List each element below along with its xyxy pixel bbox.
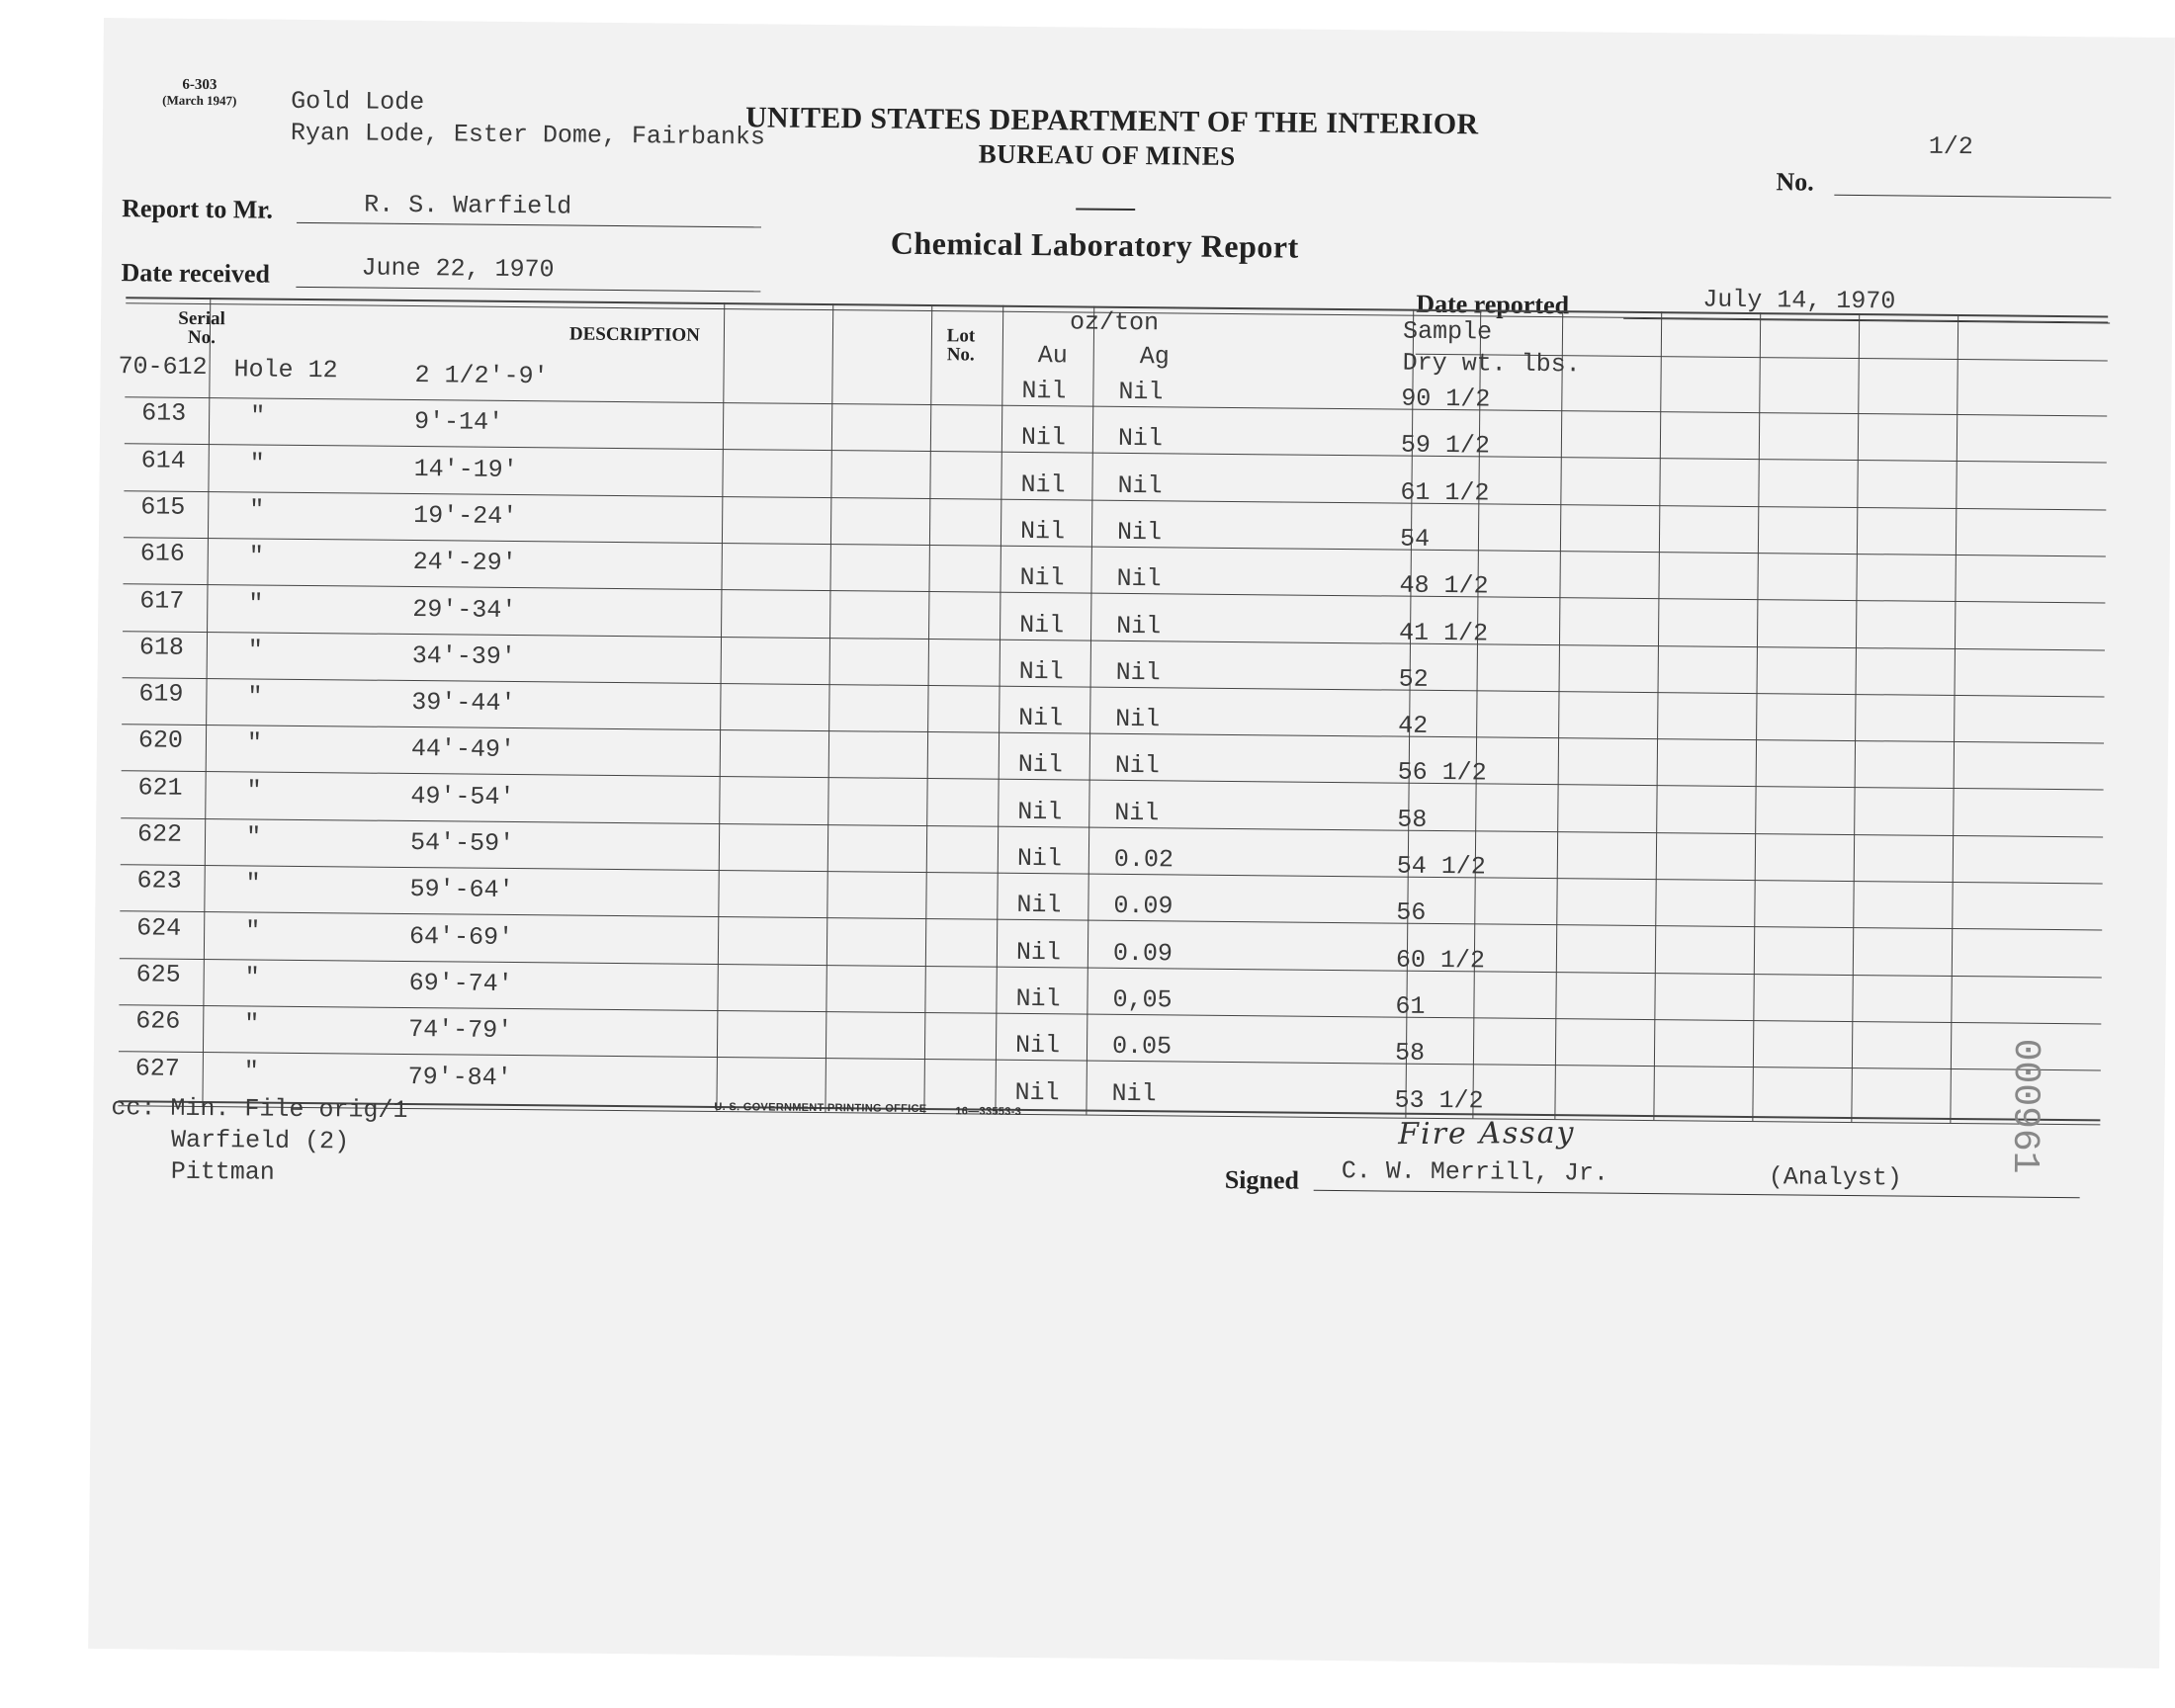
row-ag-value: Nil <box>1114 798 1160 827</box>
row-au-value: Nil <box>1020 423 1067 453</box>
report-to-label: Report to Mr. <box>122 194 274 224</box>
signed-label: Signed <box>1224 1164 1300 1195</box>
date-reported-label: Date reported <box>1416 289 1570 320</box>
row-au-value: Nil <box>1015 937 1062 967</box>
row-hole: " <box>246 776 262 806</box>
department-title: UNITED STATES DEPARTMENT OF THE INTERIOR <box>744 101 1479 141</box>
signed-role: (Analyst) <box>1768 1162 1902 1193</box>
row-serial: 622 <box>136 819 183 849</box>
column-dry-weight-header: Dry wt. lbs. <box>1402 348 1581 380</box>
table-column-rule <box>995 305 1003 1113</box>
row-dry-weight: 58 <box>1394 1038 1426 1068</box>
row-hole: " <box>244 963 260 992</box>
row-dry-weight: 61 <box>1395 991 1426 1021</box>
table-column-rule <box>825 303 833 1111</box>
row-ag-value: 0,05 <box>1112 984 1173 1015</box>
row-au-value: Nil <box>1018 704 1064 733</box>
row-serial: 70-612 <box>118 352 208 383</box>
row-dry-weight: 53 1/2 <box>1394 1085 1484 1115</box>
row-hole: " <box>249 495 265 525</box>
row-interval: 9'-14' <box>413 407 504 438</box>
row-hole: " <box>245 822 262 852</box>
row-dry-weight: 90 1/2 <box>1401 384 1491 414</box>
printing-code: 16—33553-3 <box>955 1105 1022 1118</box>
row-dry-weight: 54 1/2 <box>1396 851 1486 882</box>
row-au-value: Nil <box>1020 470 1066 499</box>
row-dry-weight: 52 <box>1398 664 1429 694</box>
row-hole: " <box>246 728 263 758</box>
row-interval: 49'-54' <box>410 781 515 811</box>
row-au-value: Nil <box>1019 610 1065 640</box>
row-au-value: Nil <box>1016 843 1063 874</box>
table-column-rule <box>1752 312 1761 1120</box>
row-hole: " <box>243 1056 259 1086</box>
row-interval: 59'-64' <box>409 875 514 905</box>
form-date: (March 1947) <box>162 92 237 109</box>
row-interval: 39'-44' <box>411 688 516 719</box>
table-column-rule <box>923 304 932 1112</box>
signed-name: C. W. Merrill, Jr. <box>1341 1156 1610 1188</box>
date-reported-value: July 14, 1970 <box>1702 285 1896 316</box>
row-ag-value: Nil <box>1116 611 1162 640</box>
row-hole: " <box>247 636 264 665</box>
row-ag-value: Nil <box>1116 517 1163 548</box>
row-au-value: Nil <box>1015 983 1061 1014</box>
row-dry-weight: 61 1/2 <box>1400 477 1490 508</box>
results-table <box>88 18 2175 1668</box>
table-column-rule <box>1851 313 1860 1121</box>
row-serial: 618 <box>138 633 185 662</box>
document-stamp-number: 000961 <box>2002 1038 2047 1174</box>
row-interval: 64'-69' <box>408 921 514 952</box>
row-dry-weight: 54 <box>1399 524 1431 554</box>
no-label: No. <box>1776 167 1814 197</box>
row-serial: 625 <box>135 960 181 989</box>
row-serial: 621 <box>137 773 183 803</box>
row-interval: 44'-49' <box>410 734 516 765</box>
table-bottom-rule <box>118 1100 2100 1121</box>
row-ag-value: Nil <box>1117 424 1164 454</box>
row-ag-value: Nil <box>1117 470 1163 500</box>
column-description-header: DESCRIPTION <box>568 323 701 346</box>
row-hole: " <box>248 542 264 571</box>
row-au-value: Nil <box>1014 1031 1061 1061</box>
row-hole: " <box>245 869 261 898</box>
table-column-rule <box>716 302 725 1110</box>
printing-office: U. S. GOVERNMENT PRINTING OFFICE <box>714 1100 927 1116</box>
row-serial: 626 <box>135 1006 181 1036</box>
form-number: 6-303 <box>182 76 218 94</box>
property-line-2: Ryan Lode, Ester Dome, Fairbanks <box>290 118 766 152</box>
row-au-value: Nil <box>1014 1077 1060 1107</box>
row-ag-value: Nil <box>1111 1078 1157 1108</box>
row-ag-value: 0.05 <box>1111 1032 1173 1062</box>
row-interval: 19'-24' <box>413 500 518 531</box>
row-dry-weight: 56 <box>1396 897 1427 928</box>
row-interval: 2 1/2'-9' <box>414 361 549 391</box>
table-column-rule <box>1950 314 1958 1122</box>
table-bottom-rule-inner <box>118 1105 2100 1125</box>
row-serial: 619 <box>138 679 184 709</box>
row-dry-weight: 59 1/2 <box>1400 430 1491 461</box>
row-au-value: Nil <box>1021 376 1067 406</box>
row-dry-weight: 58 <box>1397 805 1428 834</box>
report-title: Chemical Laboratory Report <box>890 224 1299 265</box>
row-serial: 624 <box>136 912 182 943</box>
fire-assay-note: Fire Assay <box>1398 1115 1576 1153</box>
bureau-title: BUREAU OF MINES <box>978 138 1236 171</box>
row-interval: 79'-84' <box>407 1062 512 1092</box>
row-serial: 617 <box>139 585 185 616</box>
report-to-value: R. S. Warfield <box>364 190 572 221</box>
row-hole: " <box>245 916 261 946</box>
row-au-value: Nil <box>1018 656 1064 687</box>
row-hole: " <box>249 401 266 431</box>
column-au-header: Au <box>1037 341 1068 371</box>
row-dry-weight: 56 1/2 <box>1397 757 1487 788</box>
row-au-value: Nil <box>1019 516 1066 547</box>
row-hole: " <box>247 682 263 712</box>
row-hole: " <box>249 449 265 478</box>
page-number: 1/2 <box>1928 131 1973 162</box>
column-serial-header: Serial No. <box>178 307 225 349</box>
column-lot-header: Lot No. <box>946 325 976 366</box>
row-ag-value: 0.09 <box>1112 938 1174 969</box>
row-ag-value: Nil <box>1115 657 1161 688</box>
row-au-value: Nil <box>1016 891 1062 920</box>
row-serial: 620 <box>137 726 184 756</box>
row-hole: Hole 12 <box>233 355 338 385</box>
date-received-value: June 22, 1970 <box>361 253 555 285</box>
row-interval: 54'-59' <box>409 828 515 859</box>
table-column-rule <box>1086 306 1094 1114</box>
row-serial: 627 <box>134 1053 180 1083</box>
column-ag-header: Ag <box>1139 342 1170 372</box>
row-interval: 74'-79' <box>408 1015 513 1046</box>
row-interval: 69'-74' <box>408 968 513 998</box>
column-sample-header: Sample <box>1402 316 1493 347</box>
table-column-rule <box>1554 310 1563 1118</box>
row-interval: 24'-29' <box>412 548 517 578</box>
row-dry-weight: 42 <box>1398 711 1429 740</box>
property-line-1: Gold Lode <box>291 86 425 118</box>
row-serial: 616 <box>139 539 185 568</box>
row-au-value: Nil <box>1019 563 1065 593</box>
column-oz-ton-header: oz/ton <box>1069 307 1160 338</box>
report-sheet <box>88 18 2175 1668</box>
row-serial: 614 <box>140 445 186 475</box>
row-ag-value: Nil <box>1116 564 1162 594</box>
table-column-rule <box>1653 311 1662 1119</box>
row-interval: 29'-34' <box>412 594 517 625</box>
cc-line-1: cc: Min. File orig/1 <box>111 1093 408 1126</box>
row-dry-weight: 60 1/2 <box>1395 945 1486 976</box>
cc-line-2: Warfield (2) <box>170 1125 350 1156</box>
cc-line-3: Pittman <box>170 1156 275 1187</box>
row-dry-weight: 48 1/2 <box>1399 570 1489 601</box>
row-serial: 623 <box>136 866 182 897</box>
row-dry-weight: 41 1/2 <box>1398 618 1489 647</box>
row-ag-value: 0.09 <box>1113 892 1174 921</box>
row-ag-value: Nil <box>1118 377 1164 407</box>
table-column-rule <box>202 298 211 1105</box>
row-serial: 615 <box>140 492 186 522</box>
row-au-value: Nil <box>1017 797 1063 827</box>
row-ag-value: 0.02 <box>1113 844 1174 875</box>
row-ag-value: Nil <box>1114 751 1160 781</box>
date-received-label: Date received <box>121 258 271 289</box>
row-hole: " <box>244 1009 260 1039</box>
row-ag-value: Nil <box>1115 704 1161 734</box>
row-au-value: Nil <box>1017 750 1063 780</box>
row-hole: " <box>248 588 264 619</box>
row-serial: 613 <box>141 398 187 429</box>
row-interval: 14'-19' <box>413 454 518 484</box>
row-interval: 34'-39' <box>411 640 516 671</box>
